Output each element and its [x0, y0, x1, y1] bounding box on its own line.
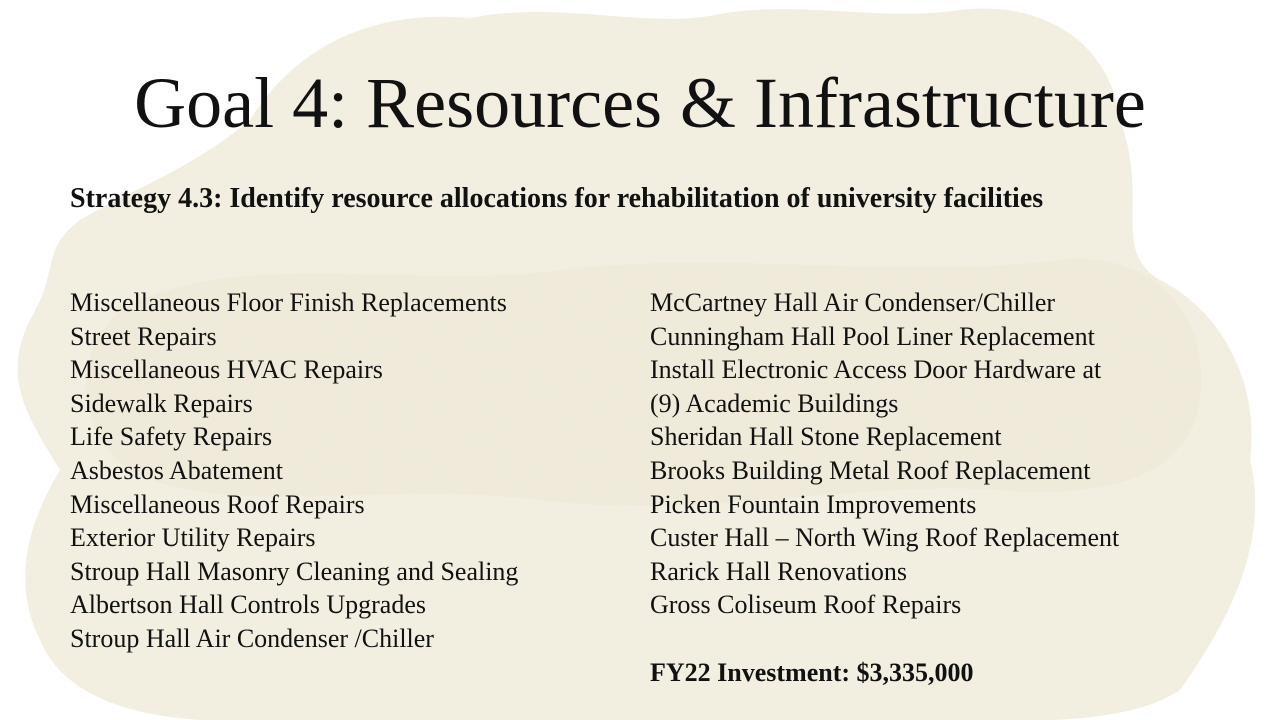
- list-item: Brooks Building Metal Roof Replacement: [650, 455, 1091, 485]
- list-item: Miscellaneous Floor Finish Replacements: [70, 288, 507, 317]
- list-item: Street Repairs: [70, 321, 217, 351]
- list-item: Stroup Hall Masonry Cleaning and Sealing: [70, 556, 519, 586]
- list-item: Miscellaneous Roof Repairs: [70, 489, 365, 519]
- project-list-left: [70, 286, 518, 656]
- list-item: Install Electronic Access Door Hardware at: [650, 355, 1102, 385]
- investment-total: FY22 Investment: $3,335,000: [650, 658, 974, 687]
- list-item: Custer Hall – North Wing Roof Replacement: [650, 523, 1120, 553]
- list-item: Cunningham Hall Pool Liner Replacement: [650, 321, 1095, 351]
- list-item: (9) Academic Buildings: [650, 388, 899, 418]
- list-item: Gross Coliseum Roof Repairs: [650, 590, 962, 620]
- list-item: Sidewalk Repairs: [70, 388, 253, 418]
- list-item: Albertson Hall Controls Upgrades: [70, 590, 427, 620]
- list-item: Sheridan Hall Stone Replacement: [650, 422, 1002, 452]
- list-item: Miscellaneous HVAC Repairs: [70, 355, 383, 385]
- list-item: Life Safety Repairs: [70, 422, 273, 452]
- list-item: Picken Fountain Improvements: [650, 489, 977, 519]
- slide-title: Goal 4: Resources & Infrastructure: [134, 63, 1146, 143]
- list-item: Rarick Hall Renovations: [650, 556, 908, 586]
- list-item: Stroup Hall Air Condenser /Chiller: [70, 623, 434, 653]
- project-list-right: [650, 286, 1119, 622]
- list-item: McCartney Hall Air Condenser/Chiller: [650, 288, 1056, 317]
- list-item: Exterior Utility Repairs: [70, 523, 316, 553]
- strategy-heading: Strategy 4.3: Identify resource allocations for rehabilitation of university facilities: [70, 183, 1044, 214]
- list-item: Asbestos Abatement: [70, 455, 284, 485]
